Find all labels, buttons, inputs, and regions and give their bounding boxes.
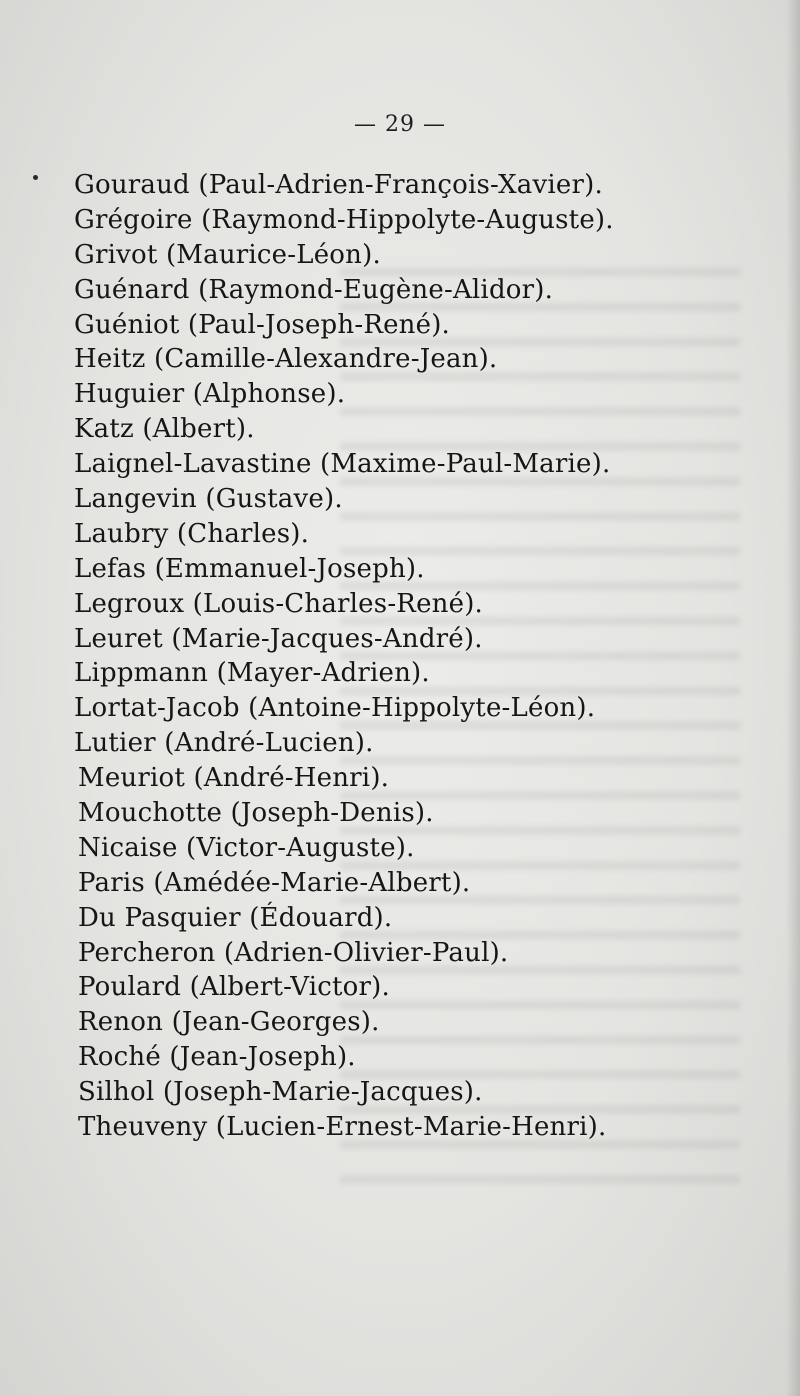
list-item: Lutier (André-Lucien). (74, 728, 374, 759)
list-item: Theuveny (Lucien-Ernest-Marie-Henri). (78, 1112, 607, 1143)
list-item: Renon (Jean-Georges). (78, 1007, 380, 1038)
list-item: Grégoire (Raymond-Hippolyte-Auguste). (74, 204, 614, 235)
list-item: Mouchotte (Joseph-Denis). (78, 798, 434, 829)
list-item: Paris (Amédée-Marie-Albert). (78, 867, 471, 898)
list-item: Roché (Jean-Joseph). (78, 1042, 356, 1073)
list-item: Guéniot (Paul-Joseph-René). (74, 309, 451, 340)
list-item: Laignel-Lavastine (Maxime-Paul-Marie). (74, 449, 611, 480)
list-item: Guénard (Raymond-Eugène-Alidor). (74, 274, 554, 305)
margin-mark (33, 175, 38, 180)
list-item: Katz (Albert). (74, 414, 255, 445)
list-item: Laubry (Charles). (74, 518, 310, 549)
list-item: Nicaise (Victor-Auguste). (78, 832, 415, 863)
list-item: Legroux (Louis-Charles-René). (74, 588, 484, 619)
list-item: Lippmann (Mayer-Adrien). (74, 658, 430, 689)
list-item: Huguier (Alphonse). (74, 379, 346, 410)
list-item: Poulard (Albert-Victor). (78, 972, 390, 1003)
list-item: Percheron (Adrien-Olivier-Paul). (78, 937, 509, 968)
list-item: Langevin (Gustave). (74, 484, 343, 515)
list-item: Grivot (Maurice-Léon). (74, 239, 381, 270)
name-list (74, 168, 614, 1145)
list-item: Du Pasquier (Édouard). (78, 902, 393, 933)
list-item: Meuriot (André-Henri). (78, 763, 390, 794)
page-number: — 29 — (354, 112, 446, 137)
list-item: Leuret (Marie-Jacques-André). (74, 623, 483, 654)
page-edge-shadow (786, 0, 800, 1396)
list-item: Lefas (Emmanuel-Joseph). (74, 553, 425, 584)
list-item: Heitz (Camille-Alexandre-Jean). (74, 344, 498, 375)
list-item: Gouraud (Paul-Adrien-François-Xavier). (74, 170, 603, 200)
list-item: Lortat-Jacob (Antoine-Hippolyte-Léon). (74, 693, 596, 724)
list-item: Silhol (Joseph-Marie-Jacques). (78, 1077, 483, 1108)
